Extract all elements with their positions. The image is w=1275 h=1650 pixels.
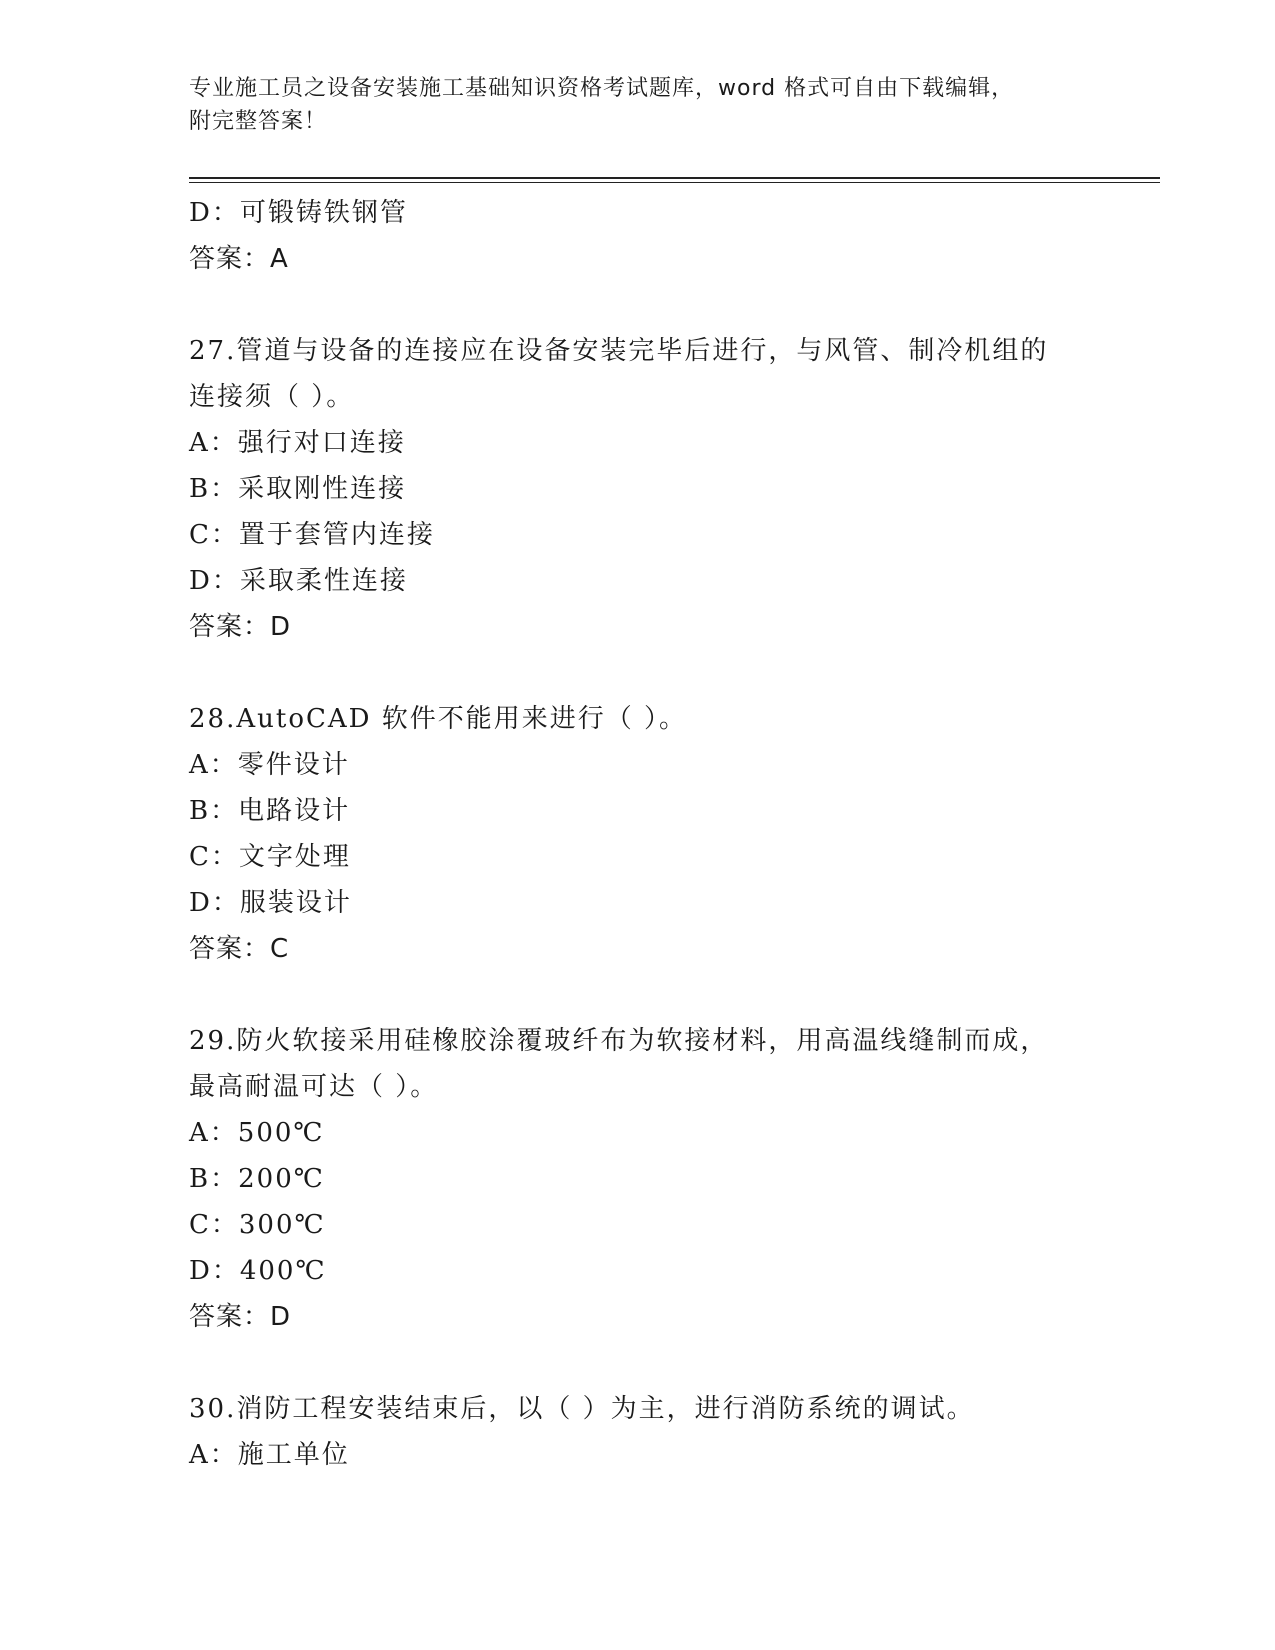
question-stem: 30.消防工程安装结束后，以（ ）为主，进行消防系统的调试。 [189,1394,975,1424]
option-c: C：置于套管内连接 [189,520,435,550]
spacer [189,650,1149,696]
spacer [189,1340,1149,1386]
header-line-1: 专业施工员之设备安装施工基础知识资格考试题库，word 格式可自由下载编辑， [189,76,1015,101]
option-a: A：500℃ [189,1118,325,1148]
option-c: C：文字处理 [189,842,351,872]
header-line-2: 附完整答案！ [189,109,328,134]
option-d: D：400℃ [189,1256,327,1286]
option-a: A：施工单位 [189,1440,350,1470]
option-a: A：强行对口连接 [189,428,406,458]
header-divider-thin [189,182,1160,183]
spacer [189,972,1149,1018]
question-stem: 29.防火软接采用硅橡胶涂覆玻纤布为软接材料，用高温线缝制而成， [189,1026,1049,1056]
answer: 答案：D [189,612,292,642]
option-b: B：电路设计 [189,796,351,826]
option-b: B：采取刚性连接 [189,474,407,504]
option-d: D：服装设计 [189,888,352,918]
question-stem-continued: 最高耐温可达（ ）。 [189,1072,439,1102]
answer: 答案：C [189,934,290,964]
question-27 [189,328,1149,650]
document-header [189,72,1089,138]
option-a: A：零件设计 [189,750,350,780]
option-d: D：可锻铸铁钢管 [189,198,408,228]
option-b: B：200℃ [189,1164,325,1194]
question-29 [189,1018,1149,1340]
header-divider-thick [189,177,1160,179]
option-d: D：采取柔性连接 [189,566,408,596]
spacer [189,282,1149,328]
option-c: C：300℃ [189,1210,326,1240]
question-stem-continued: 连接须（ ）。 [189,382,355,412]
answer: 答案：D [189,1302,292,1332]
question-stem: 27.管道与设备的连接应在设备安装完毕后进行，与风管、制冷机组的 [189,336,1049,366]
question-stem: 28.AutoCAD 软件不能用来进行（ ）。 [189,704,688,734]
question-28 [189,696,1149,972]
answer: 答案：A [189,244,289,274]
question-list [189,190,1149,1478]
question-30 [189,1386,1149,1478]
